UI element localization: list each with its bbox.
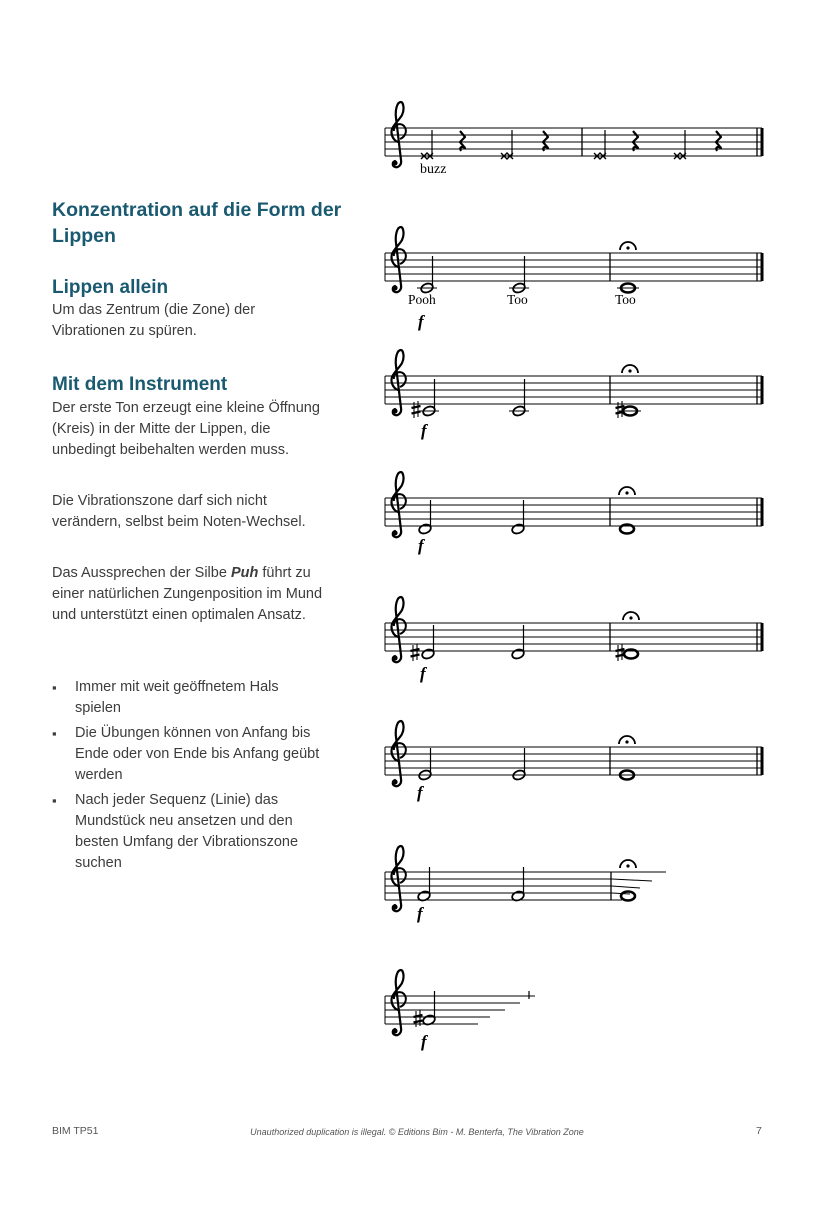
footer-code: BIM TP51 (52, 1125, 99, 1137)
buzz-note (421, 130, 433, 159)
staff-line-pooh (385, 227, 762, 331)
paragraph-lips-alone: Um das Zentrum (die Zone) der Vibrationen zu spüren. (52, 302, 256, 339)
lyric-buzz: buzz (420, 162, 447, 177)
paragraph-first-tone: Der erste Ton erzeugt eine kleine Öffnung (Kreis) in der Mitte der Lippen, die unbedingt beibehalten werden muss. (52, 400, 320, 458)
syllable-puh: Puh (230, 565, 259, 581)
note-c-half (509, 379, 529, 417)
staff-line-f (385, 846, 666, 923)
heading-concentration: Konzentration auf die Form der Lippen (52, 199, 342, 247)
note-c-half (509, 256, 529, 294)
note-csharp-half (419, 379, 439, 417)
page-number: 7 (756, 1125, 762, 1137)
dynamic-forte: f (418, 312, 424, 331)
paragraph-puh: Das Aussprechen der Silbe Puh führt zu einer natürlichen Zungenposition im Mund und unterstützt einen optimalen Ansatz. (52, 565, 323, 623)
fermata-icon (622, 365, 638, 373)
staff-line-d (385, 472, 762, 555)
dynamic-forte: f (417, 904, 423, 923)
tips-list (52, 677, 342, 878)
lyric-too: Too (507, 292, 528, 307)
note-f-whole (621, 892, 635, 901)
note-c-half (417, 256, 437, 294)
list-item: ▪ Immer mit weit geöffnetem Hals spielen (52, 679, 279, 716)
lyric-too: Too (615, 292, 636, 307)
fermata-icon (619, 487, 635, 495)
lyric-pooh: Pooh (408, 292, 436, 307)
fermata-icon (620, 860, 636, 868)
dynamic-forte: f (418, 536, 424, 555)
buzz-note (594, 130, 606, 159)
heading-with-instrument: Mit dem Instrument (52, 374, 228, 395)
note-e-half (512, 748, 526, 781)
fermata-icon (623, 612, 639, 620)
dynamic-forte: f (421, 421, 427, 440)
staff-line-dsharp (385, 597, 762, 683)
list-item: ▪ Nach jeder Sequenz (Linie) das Mundstück neu ansetzen und den besten Umfang der Vibrationszone suchen (52, 792, 299, 871)
staff-line-e (385, 721, 762, 802)
note-e-half (418, 748, 432, 781)
dynamic-forte: f (420, 664, 426, 683)
dynamic-forte: f (421, 1032, 427, 1051)
dynamic-forte: f (417, 783, 423, 802)
sharp-icon (411, 644, 420, 661)
heading-lips-alone: Lippen allein (52, 277, 169, 298)
fermata-icon (619, 736, 635, 744)
list-item: ▪ Die Übungen können von Anfang bis Ende oder von Ende bis Anfang geübt werden (52, 725, 320, 783)
music-score (380, 0, 780, 1100)
buzz-note (674, 130, 686, 159)
staff-line-csharp (385, 350, 762, 440)
fermata-icon (620, 242, 636, 250)
staff-line-fsharp (385, 970, 535, 1051)
buzz-note (501, 130, 513, 159)
paragraph-vibration-zone: Die Vibrationszone darf sich nicht verändern, selbst beim Noten-Wechsel. (52, 493, 306, 530)
footer-copyright: Unauthorized duplication is illegal. © Editions Bim - M. Benterfa, The Vibration Zone (250, 1127, 584, 1137)
staff-line-buzz (385, 102, 762, 177)
